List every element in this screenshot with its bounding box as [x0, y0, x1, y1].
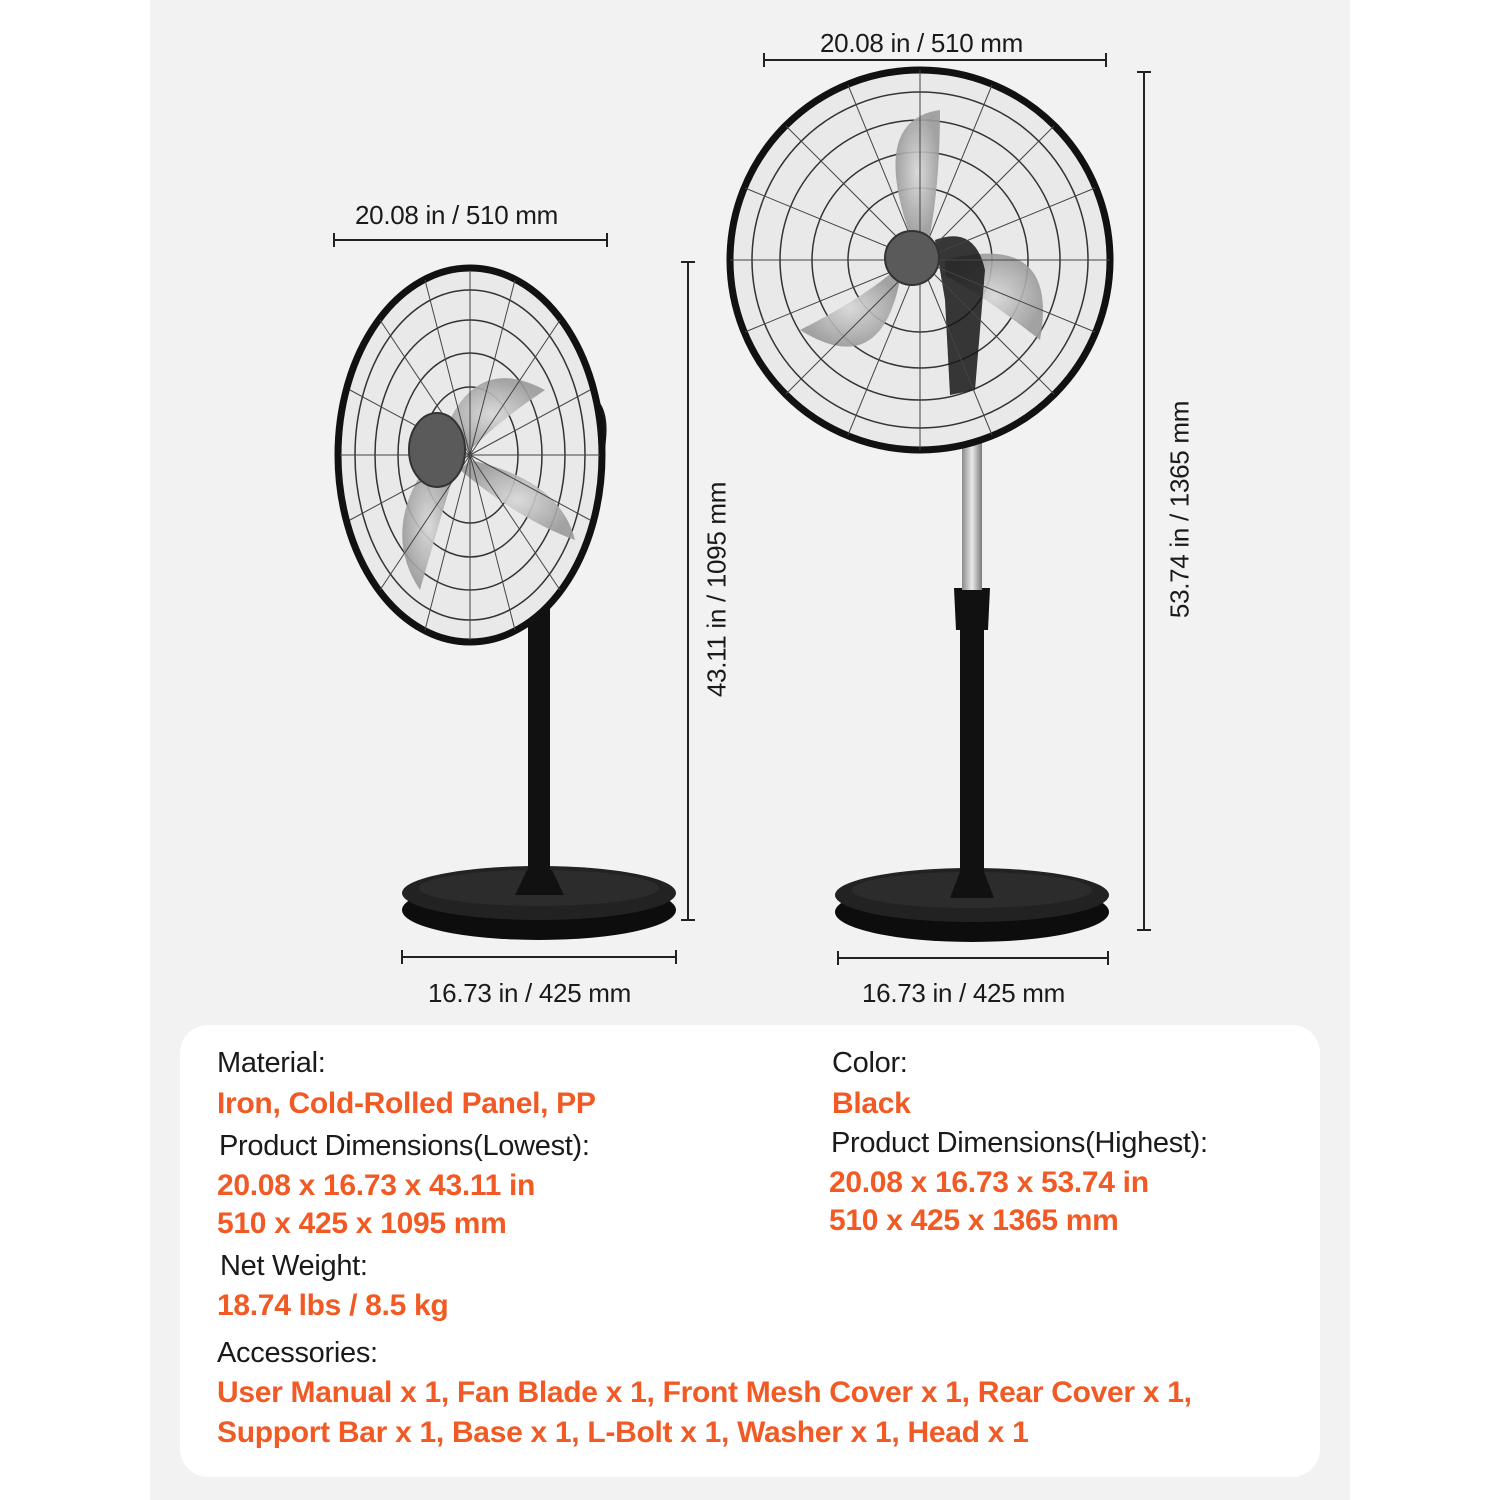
material-label: Material:	[217, 1047, 326, 1079]
highest-dimensions-in: 20.08 x 16.73 x 53.74 in	[829, 1166, 1149, 1199]
high-fan-height-label: 53.74 in / 1365 mm	[1164, 400, 1195, 619]
high-fan-base-label: 16.73 in / 425 mm	[862, 978, 1066, 1008]
low-fan-width-label: 20.08 in / 510 mm	[355, 200, 559, 230]
color-value: Black	[832, 1087, 911, 1120]
lowest-dimensions-label: Product Dimensions(Lowest):	[219, 1130, 590, 1162]
accessories-line-2: Support Bar x 1, Base x 1, L-Bolt x 1, Washer x 1, Head x 1	[217, 1416, 1029, 1449]
fan-highest-cage	[730, 70, 1110, 450]
fan-highest	[730, 70, 1110, 942]
fan-highest-extension	[962, 440, 982, 590]
highest-dimensions-label: Product Dimensions(Highest):	[831, 1127, 1208, 1159]
material-value: Iron, Cold-Rolled Panel, PP	[217, 1087, 596, 1120]
fan-lowest-pole	[528, 600, 550, 880]
high-fan-width-label: 20.08 in / 510 mm	[820, 28, 1024, 58]
fan-lowest	[338, 268, 676, 940]
color-label: Color:	[832, 1047, 908, 1079]
lowest-dimensions-mm: 510 x 425 x 1095 mm	[217, 1207, 507, 1240]
net-weight-label: Net Weight:	[220, 1250, 368, 1282]
low-fan-base-label: 16.73 in / 425 mm	[428, 978, 632, 1008]
fan-lowest-cage	[338, 268, 602, 642]
highest-dimensions-mm: 510 x 425 x 1365 mm	[829, 1204, 1119, 1237]
accessories-line-1: User Manual x 1, Fan Blade x 1, Front Mesh Cover x 1, Rear Cover x 1,	[217, 1376, 1192, 1409]
accessories-label: Accessories:	[217, 1337, 378, 1369]
lowest-dimensions-in: 20.08 x 16.73 x 43.11 in	[217, 1169, 536, 1202]
fan-highest-pole	[960, 625, 984, 880]
low-fan-height-label: 43.11 in / 1095 mm	[701, 481, 732, 698]
net-weight-value: 18.74 lbs / 8.5 kg	[217, 1289, 449, 1322]
